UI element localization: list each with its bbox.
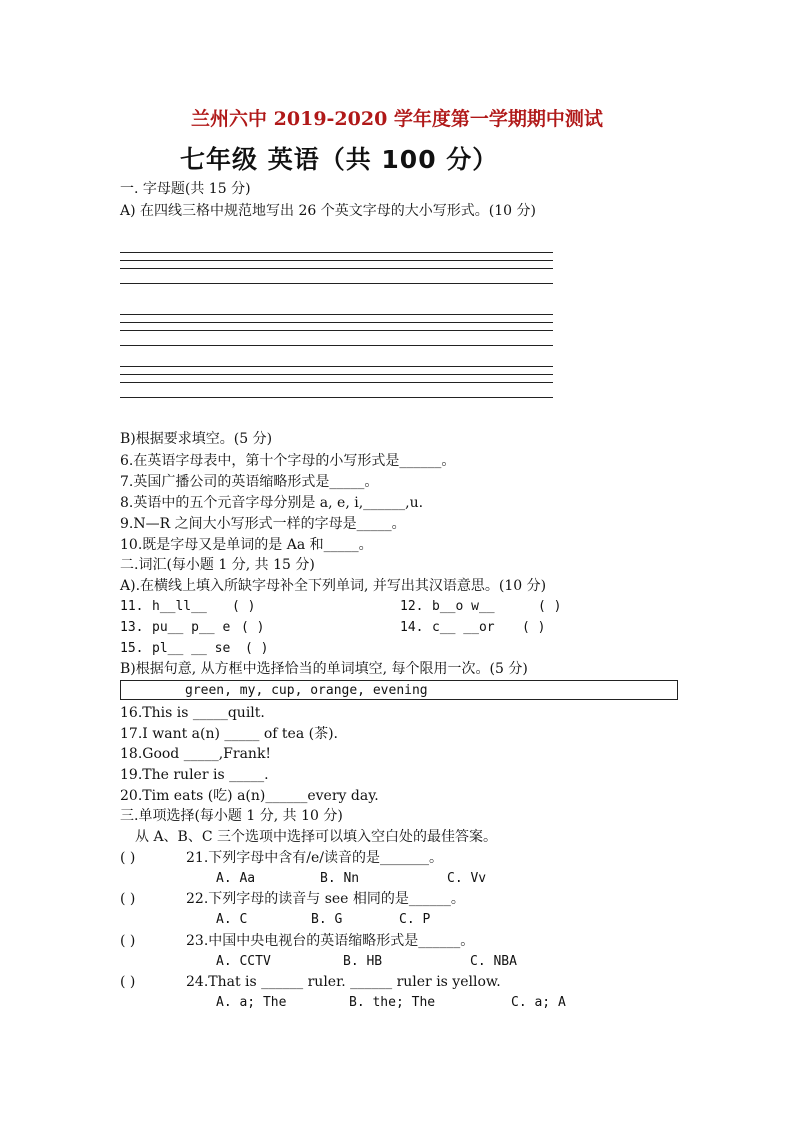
question-24-stem: 24.That is ______ ruler. ______ ruler is yellow. <box>186 974 501 990</box>
answer-paren-21[interactable]: ( ) <box>120 850 136 866</box>
section-2-part-a: A).在横线上填入所缺字母补全下列单词, 并写出其汉语意思。(10 分) <box>120 578 547 594</box>
sentence-16: 16.This is _____quilt. <box>120 705 265 721</box>
vocab-item-12-answer[interactable]: ( ) <box>538 599 562 614</box>
question-9: 9.N—R 之间大小写形式一样的字母是_____。 <box>120 516 406 532</box>
vocab-item-13-answer[interactable]: ( ) <box>241 620 265 635</box>
sentence-19: 19.The ruler is _____. <box>120 767 269 783</box>
vocab-item-15-word: pl__ __ se <box>152 641 231 656</box>
vocab-item-11-number: 11. <box>120 599 144 614</box>
answer-paren-24[interactable]: ( ) <box>120 974 136 990</box>
vocab-item-11-word: h__ll__ <box>152 599 207 614</box>
sentence-18: 18.Good _____,Frank! <box>120 746 272 762</box>
vocab-item-14-number: 14. <box>400 620 424 635</box>
sentence-17: 17.I want a(n) _____ of tea (茶). <box>120 726 338 742</box>
option-24-a: A. a; The <box>216 995 287 1010</box>
vocab-item-14-word: c__ __or <box>432 620 495 635</box>
option-23-b: B. HB <box>343 954 383 969</box>
section-3-instruction: 从 A、B、C 三个选项中选择可以填入空白处的最佳答案。 <box>135 829 498 845</box>
vocab-item-13-number: 13. <box>120 620 144 635</box>
question-8: 8.英语中的五个元音字母分别是 a, e, i,______,u. <box>120 495 424 511</box>
exam-title: 七年级 英语（共 100 分） <box>180 145 499 174</box>
section-1-part-a: A) 在四线三格中规范地写出 26 个英文字母的大小写形式。(10 分) <box>120 203 536 219</box>
vocab-item-12-word: b__o w__ <box>432 599 495 614</box>
vocab-item-11-answer[interactable]: ( ) <box>232 599 256 614</box>
vocab-item-14-answer[interactable]: ( ) <box>522 620 546 635</box>
sentence-20: 20.Tim eats (吃) a(n)______every day. <box>120 788 379 804</box>
option-22-c: C. P <box>399 912 431 927</box>
question-21-stem: 21.下列字母中含有/e/读音的是_______。 <box>186 850 443 866</box>
word-bank-box <box>120 680 678 700</box>
school-title: 兰州六中 2019-2020 学年度第一学期期中测试 <box>191 108 603 130</box>
option-22-b: B. G <box>311 912 343 927</box>
question-6: 6.在英语字母表中，第十个字母的小写形式是______。 <box>120 453 456 469</box>
option-21-b: B. Nn <box>320 871 360 886</box>
option-24-c: C. a; A <box>511 995 566 1010</box>
section-1-part-b: B)根据要求填空。(5 分) <box>120 431 273 447</box>
vocab-item-12-number: 12. <box>400 599 424 614</box>
question-7: 7.英国广播公司的英语缩略形式是_____。 <box>120 474 379 490</box>
word-bank-text: green, my, cup, orange, evening <box>185 683 428 698</box>
vocab-item-15-answer[interactable]: ( ) <box>245 641 269 656</box>
option-22-a: A. C <box>216 912 248 927</box>
option-21-c: C. Vv <box>447 871 487 886</box>
vocab-item-15-number: 15. <box>120 641 144 656</box>
question-22-stem: 22.下列字母的读音与 see 相同的是______。 <box>186 891 465 907</box>
section-2-heading: 二.词汇(每小题 1 分, 共 15 分) <box>120 557 315 573</box>
section-2-part-b: B)根据句意, 从方框中选择恰当的单词填空, 每个限用一次。(5 分) <box>120 661 528 677</box>
option-23-a: A. CCTV <box>216 954 271 969</box>
option-21-a: A. Aa <box>216 871 256 886</box>
vocab-item-13-word: pu__ p__ e <box>152 620 231 635</box>
section-1-heading: 一. 字母题(共 15 分) <box>120 181 251 197</box>
option-23-c: C. NBA <box>470 954 517 969</box>
question-10: 10.既是字母又是单词的是 Aa 和_____。 <box>120 537 373 553</box>
section-3-heading: 三.单项选择(每小题 1 分, 共 10 分) <box>120 808 343 824</box>
option-24-b: B. the; The <box>349 995 436 1010</box>
question-23-stem: 23.中国中央电视台的英语缩略形式是______。 <box>186 933 475 949</box>
answer-paren-23[interactable]: ( ) <box>120 933 136 949</box>
answer-paren-22[interactable]: ( ) <box>120 891 136 907</box>
